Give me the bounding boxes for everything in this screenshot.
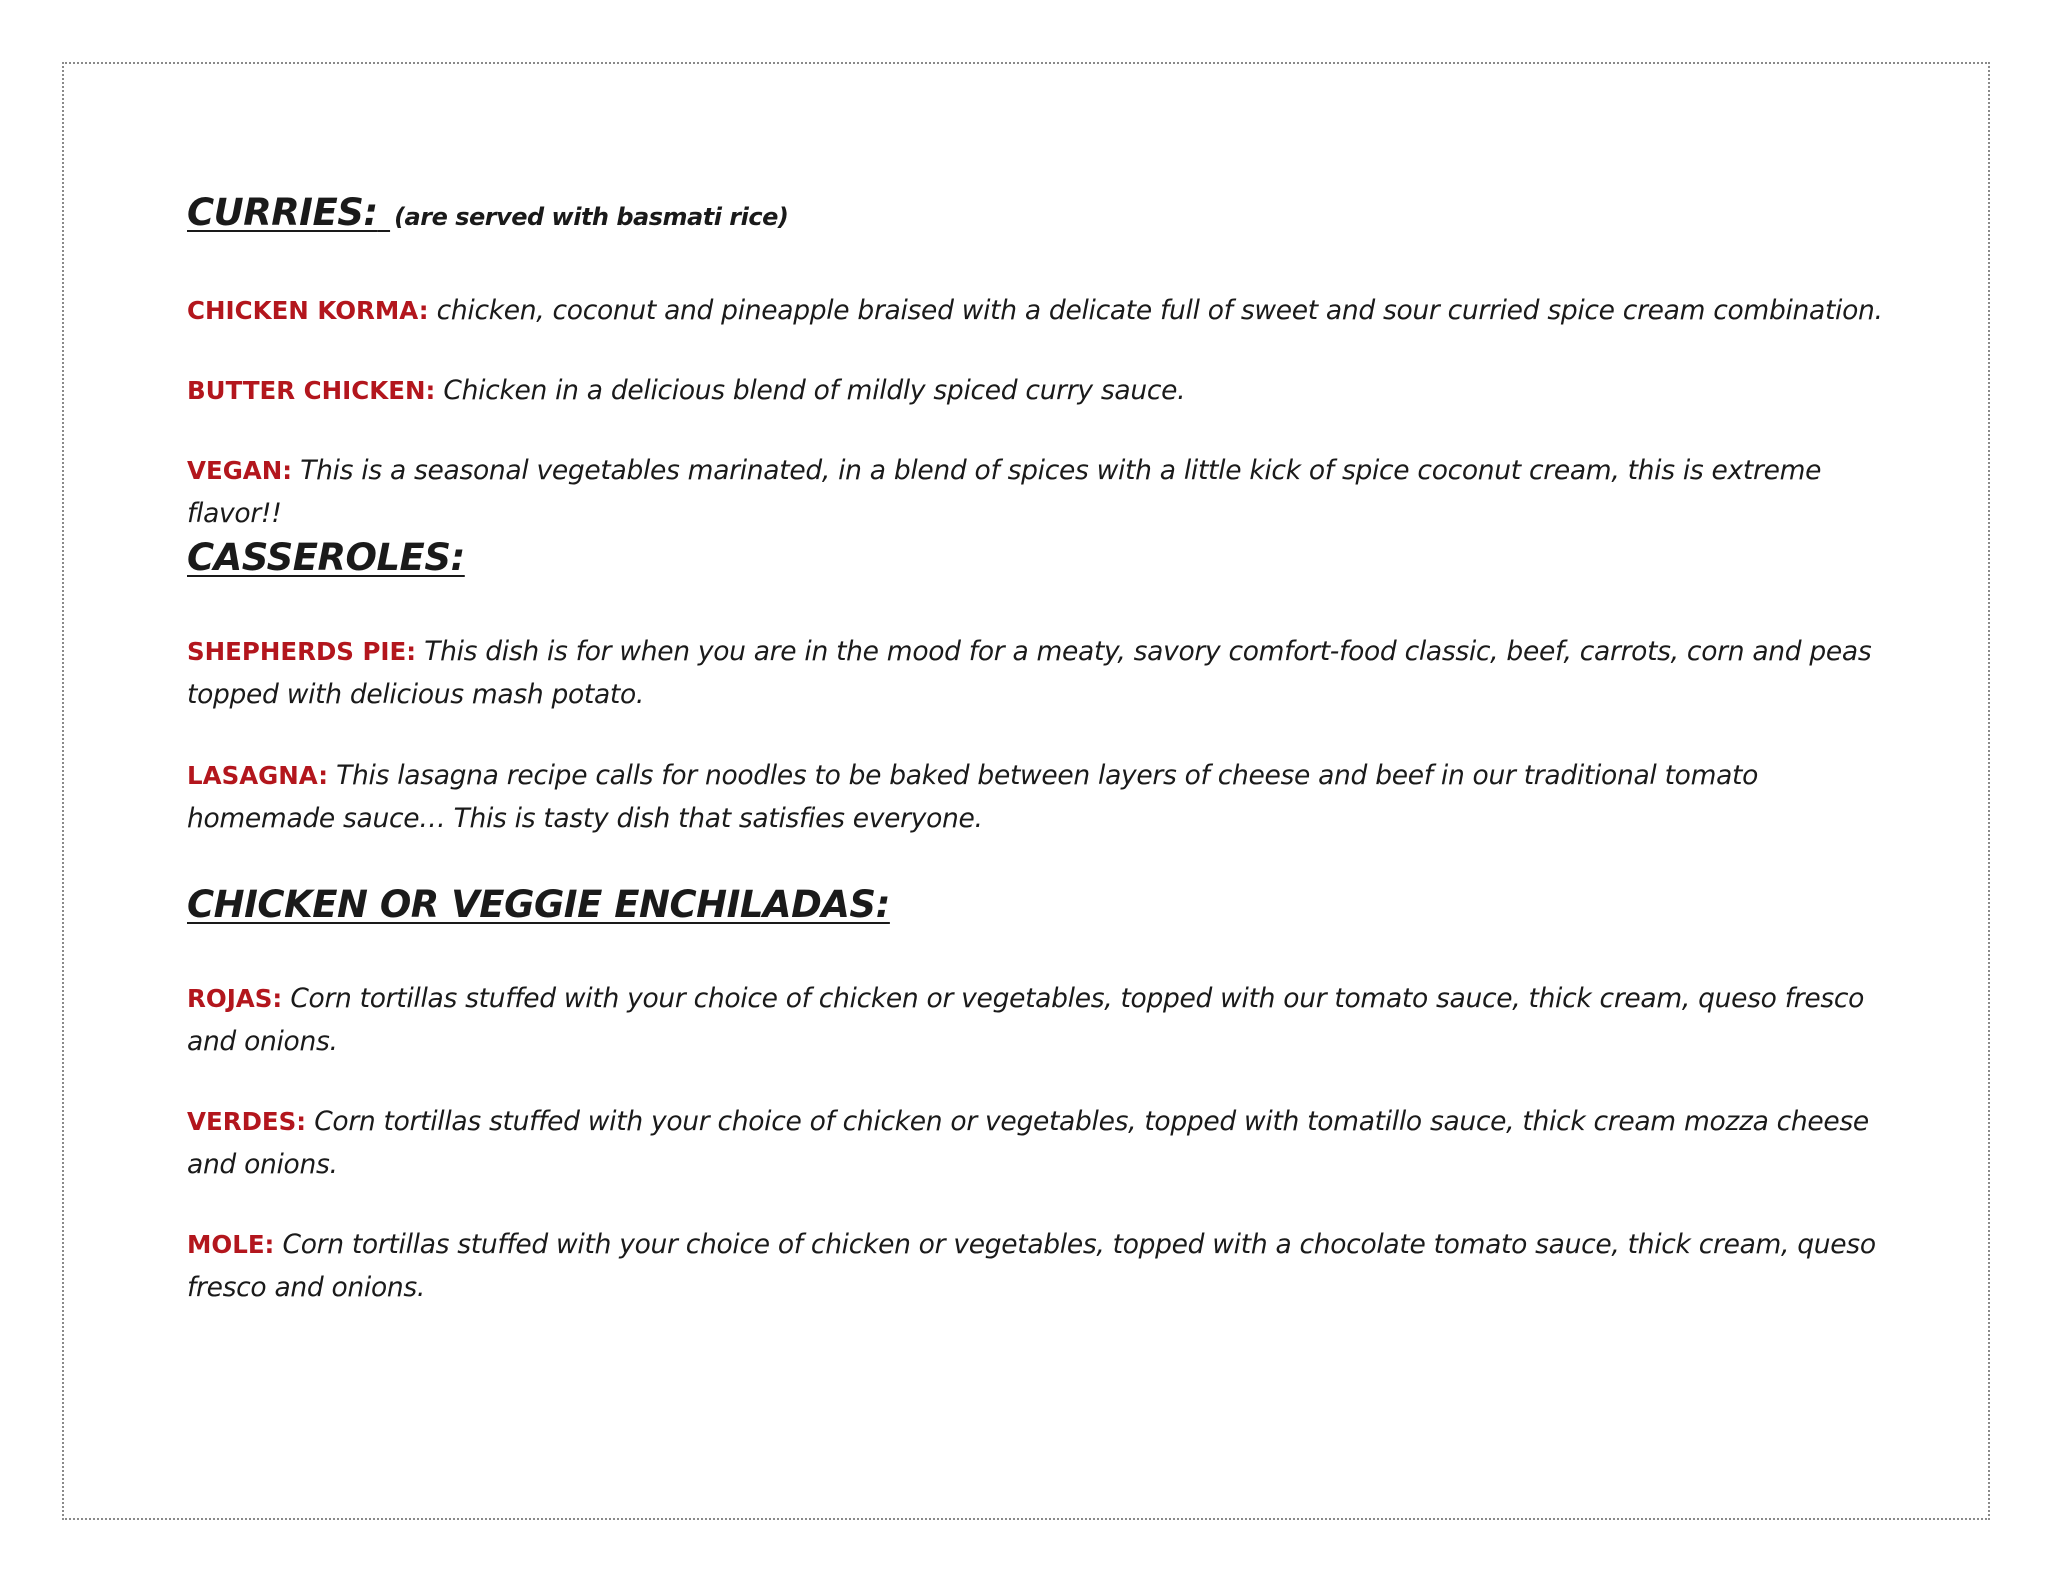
item-description: Corn tortillas stuffed with your choice of chicken or vegetables, topped with tomatillo sauce, thick cream mozza cheese and onions. [187, 1106, 1869, 1180]
item-description: Corn tortillas stuffed with your choice of chicken or vegetables, topped with a chocolate tomato sauce, thick cream, queso fresco and onions. [187, 1229, 1876, 1303]
item-name: LASAGNA: [187, 761, 329, 790]
item-name: VEGAN: [187, 456, 293, 485]
item-description: chicken, coconut and pineapple braised with a delicate full of sweet and sour curried spice cream combination. [436, 295, 1883, 326]
menu-item-lasagna [187, 754, 1887, 840]
item-name: MOLE: [187, 1230, 275, 1259]
item-name: SHEPHERDS PIE: [187, 637, 417, 666]
item-name: ROJAS: [187, 984, 283, 1013]
item-name: BUTTER CHICKEN: [187, 376, 436, 405]
menu-item-vegan [187, 449, 1887, 535]
section-title: CURRIES: [187, 191, 378, 234]
menu-item-chicken-korma [187, 289, 1883, 332]
section-heading-casseroles [187, 533, 465, 583]
item-name: CHICKEN KORMA: [187, 296, 429, 325]
item-description: Chicken in a delicious blend of mildly spiced curry sauce. [443, 375, 1186, 406]
item-description: This lasagna recipe calls for noodles to be baked between layers of cheese and beef in our traditional tomato homemade sauce… This is tasty dish that satisfies everyone. [187, 760, 1759, 834]
menu-item-butter-chicken [187, 369, 1185, 412]
section-heading-curries [187, 188, 788, 242]
menu-item-shepherds-pie [187, 630, 1887, 716]
menu-item-verdes [187, 1100, 1887, 1186]
section-title: CHICKEN OR VEGGIE ENCHILADAS: [187, 883, 890, 926]
menu-item-rojas [187, 977, 1887, 1063]
section-title: CASSEROLES: [187, 536, 465, 579]
section-note: (are served with basmati rice) [394, 203, 789, 231]
menu-item-mole [187, 1223, 1887, 1309]
item-description: This is a seasonal vegetables marinated, in a blend of spices with a little kick of spice coconut cream, this is extreme flavor!! [187, 455, 1822, 529]
item-description: This dish is for when you are in the mood for a meaty, savory comfort-food classic, beef, carrots, corn and peas topped with delicious mash potato. [187, 636, 1872, 710]
item-description: Corn tortillas stuffed with your choice of chicken or vegetables, topped with our tomato sauce, thick cream, queso fresco and onions. [187, 983, 1865, 1057]
item-name: VERDES: [187, 1107, 307, 1136]
section-heading-enchiladas [187, 880, 890, 930]
